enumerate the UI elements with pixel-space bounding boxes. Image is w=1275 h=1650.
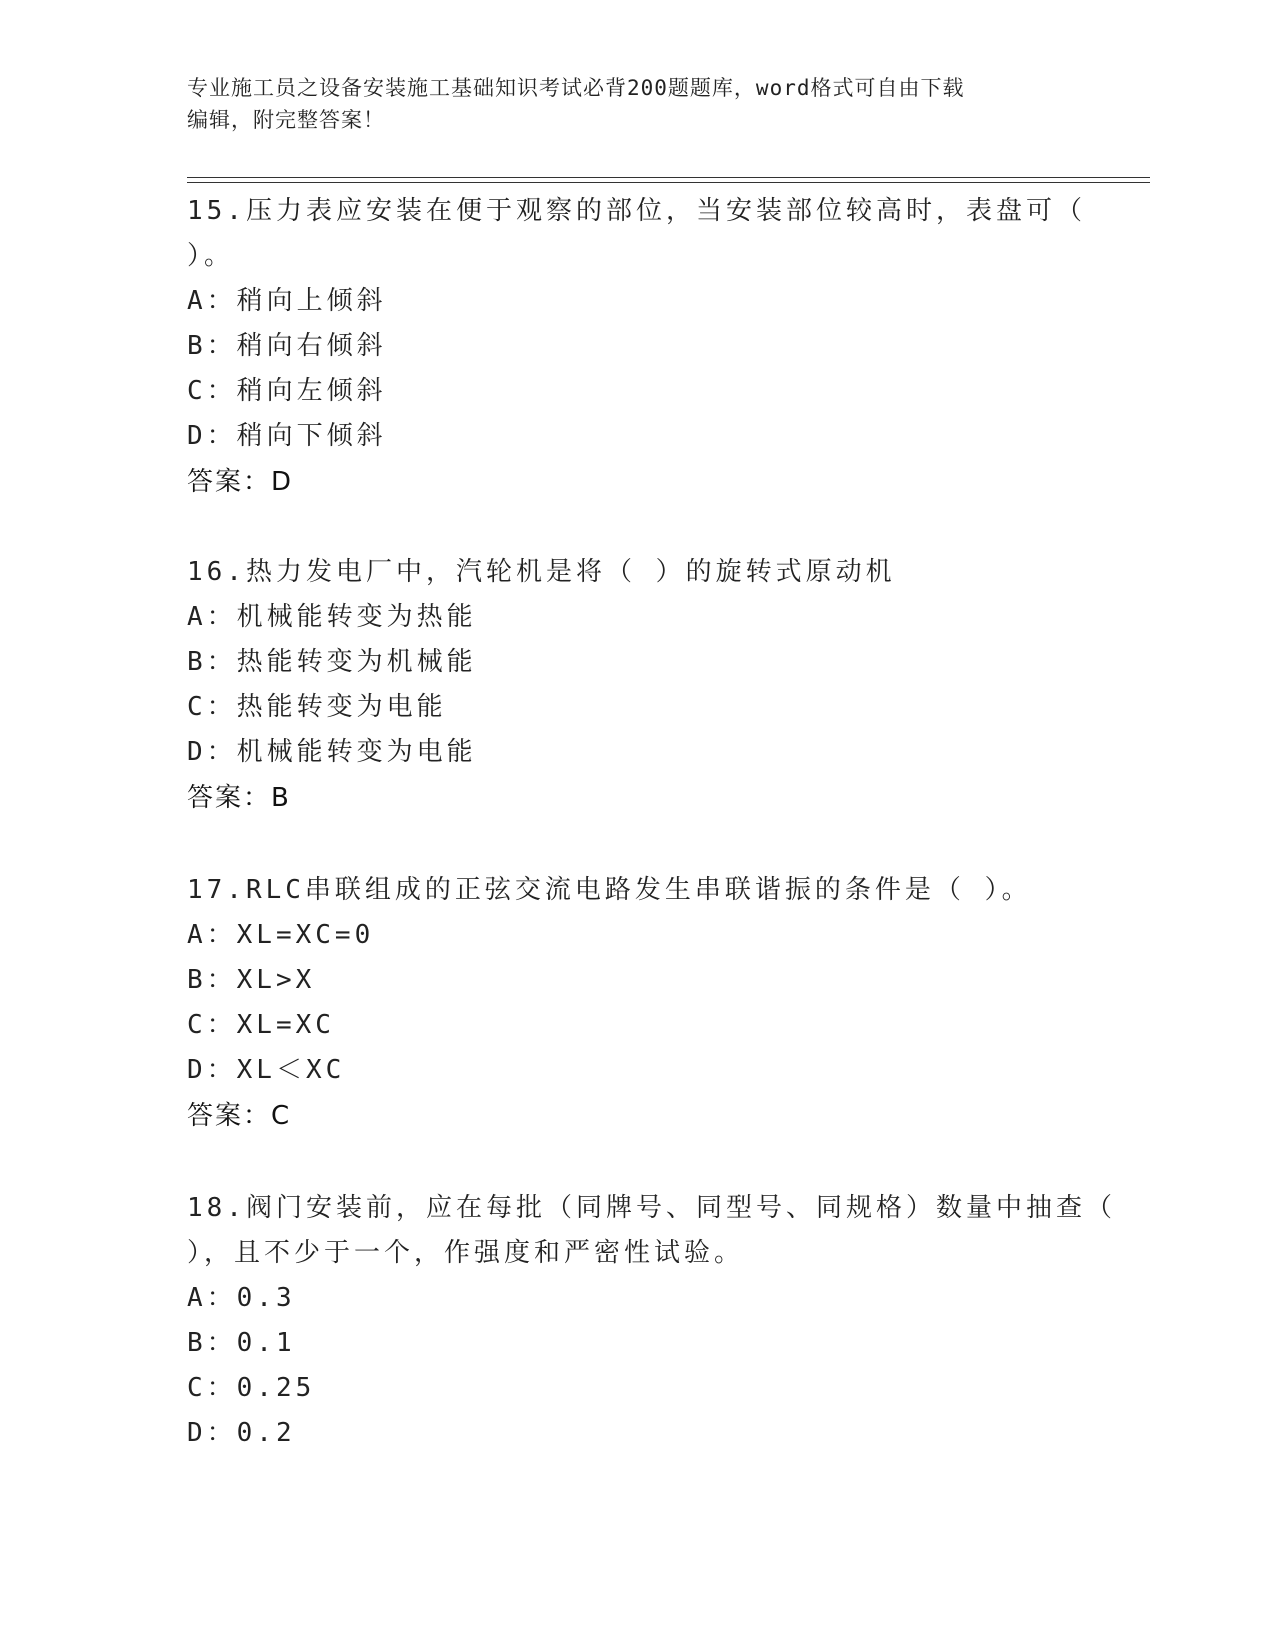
header-divider-top — [187, 177, 1150, 178]
answer: 答案：B — [187, 783, 291, 813]
question-stem: 15.压力表应安装在便于观察的部位，当安装部位较高时，表盘可（ — [187, 196, 1086, 226]
question-15 — [187, 189, 1087, 505]
option-c: C：热能转变为电能 — [187, 692, 447, 722]
question-stem: 16.热力发电厂中，汽轮机是将（ ）的旋转式原动机 — [187, 557, 896, 587]
option-b: B：热能转变为机械能 — [187, 647, 477, 677]
question-stem-continued: ）。 — [187, 241, 235, 271]
option-a: A：机械能转变为热能 — [187, 602, 477, 632]
option-d: D：机械能转变为电能 — [187, 737, 477, 767]
option-c: C：0.25 — [187, 1373, 316, 1403]
question-stem: 18.阀门安装前，应在每批（同牌号、同型号、同规格）数量中抽查（ — [187, 1193, 1116, 1223]
option-a: A：XL=XC=0 — [187, 920, 375, 950]
option-c: C：稍向左倾斜 — [187, 376, 387, 406]
option-b: B：0.1 — [187, 1328, 296, 1358]
header-line-1: 专业施工员之设备安装施工基础知识考试必背200题题库，word格式可自由下载 — [187, 76, 965, 100]
question-17 — [187, 868, 1087, 1139]
document-header — [187, 72, 1067, 136]
question-18 — [187, 1186, 1116, 1456]
option-a: A：稍向上倾斜 — [187, 286, 387, 316]
option-b: B：稍向右倾斜 — [187, 331, 387, 361]
question-stem-continued: ），且不少于一个，作强度和严密性试验。 — [187, 1238, 745, 1268]
option-c: C：XL=XC — [187, 1010, 335, 1040]
header-divider-bottom — [187, 182, 1150, 183]
option-d: D：XL＜XC — [187, 1055, 346, 1085]
question-stem: 17.RLC串联组成的正弦交流电路发生串联谐振的条件是（ ）。 — [187, 875, 1032, 905]
answer: 答案：C — [187, 1101, 292, 1131]
option-d: D：稍向下倾斜 — [187, 421, 387, 451]
header-line-2: 编辑，附完整答案！ — [187, 108, 385, 132]
option-b: B：XL>X — [187, 965, 316, 995]
option-d: D：0.2 — [187, 1418, 296, 1448]
answer: 答案：D — [187, 467, 294, 497]
option-a: A：0.3 — [187, 1283, 296, 1313]
question-16 — [187, 550, 1087, 821]
